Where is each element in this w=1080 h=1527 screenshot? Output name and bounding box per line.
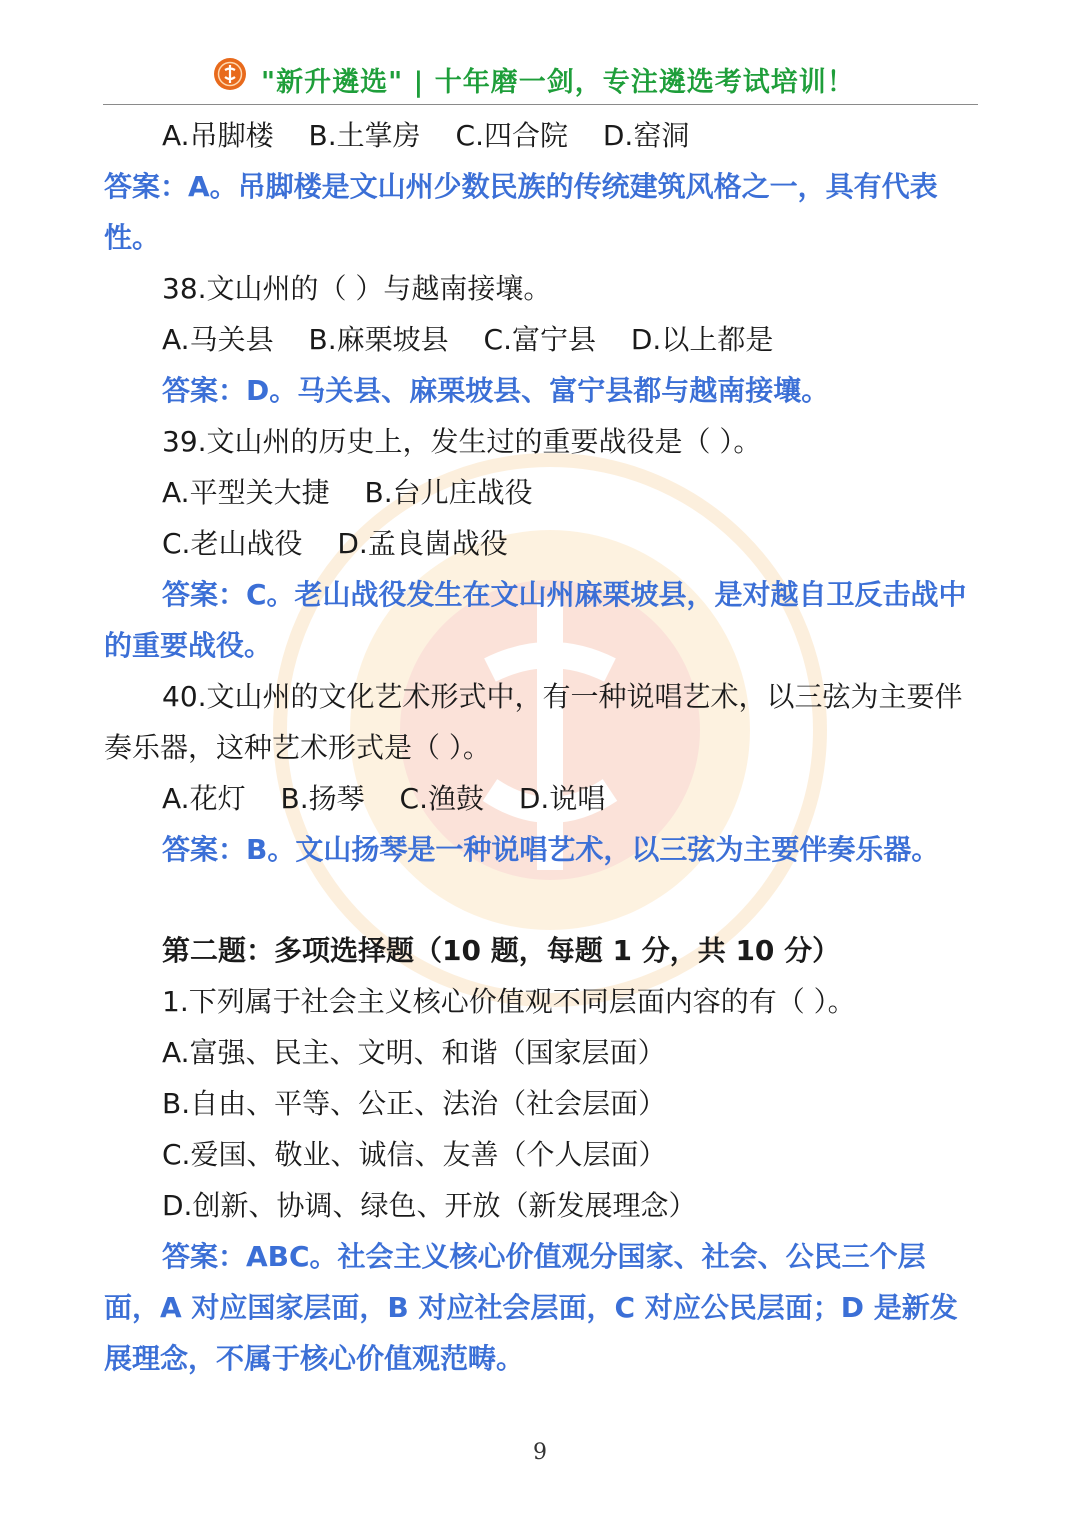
mq1-option-a: A.富强、民主、文明、和谐（国家层面） bbox=[162, 1036, 666, 1069]
q37-option-b: B.土掌房 bbox=[308, 119, 421, 152]
q37-option-a: A.吊脚楼 bbox=[162, 119, 274, 152]
page-number: 9 bbox=[533, 1440, 547, 1465]
q39-options-row2 bbox=[104, 518, 978, 569]
section2-title: 第二题：多项选择题（10 题，每题 1 分，共 10 分） bbox=[162, 934, 841, 967]
q38-options bbox=[104, 314, 978, 365]
q39-option-c: C.老山战役 bbox=[162, 527, 303, 560]
q39-option-b: B.台儿庄战役 bbox=[364, 476, 533, 509]
q38-option-c: C.富宁县 bbox=[483, 323, 596, 356]
q40-option-a: A.花灯 bbox=[162, 782, 246, 815]
q38-option-d: D.以上都是 bbox=[630, 323, 774, 356]
q37-answer: 答案：A。吊脚楼是文山州少数民族的传统建筑风格之一，具有代表性。 bbox=[104, 170, 938, 254]
q37-options bbox=[104, 110, 978, 161]
q38-option-b: B.麻栗坡县 bbox=[308, 323, 449, 356]
q40-option-c: C.渔鼓 bbox=[399, 782, 484, 815]
q40-option-d: D.说唱 bbox=[518, 782, 606, 815]
q37-option-c: C.四合院 bbox=[455, 119, 568, 152]
document-body bbox=[104, 110, 978, 1384]
q39-option-d: D.孟良崮战役 bbox=[337, 527, 508, 560]
q39-answer: 答案：C。老山战役发生在文山州麻栗坡县，是对越自卫反击战中的重要战役。 bbox=[104, 578, 967, 662]
q40-stem: 40.文山州的文化艺术形式中，有一种说唱艺术，以三弦为主要伴奏乐器，这种艺术形式是（ ）。 bbox=[104, 680, 963, 764]
q40-option-b: B.扬琴 bbox=[280, 782, 365, 815]
q38-option-a: A.马关县 bbox=[162, 323, 274, 356]
mq1-option-d: D.创新、协调、绿色、开放（新发展理念） bbox=[162, 1189, 697, 1222]
q39-options-row1 bbox=[104, 467, 978, 518]
mq1-option-b: B.自由、平等、公正、法治（社会层面） bbox=[162, 1087, 667, 1120]
q37-option-d: D.窑洞 bbox=[602, 119, 690, 152]
header-slogan: "新升遴选" | 十年磨一剑，专注遴选考试培训！ bbox=[261, 67, 855, 98]
q40-answer: 答案：B。文山扬琴是一种说唱艺术，以三弦为主要伴奏乐器。 bbox=[162, 833, 940, 866]
q39-option-a: A.平型关大捷 bbox=[162, 476, 330, 509]
mq1-stem: 1.下列属于社会主义核心价值观不同层面内容的有（ ）。 bbox=[162, 985, 856, 1018]
q38-answer: 答案：D。马关县、麻栗坡县、富宁县都与越南接壤。 bbox=[162, 374, 830, 407]
logo-icon bbox=[213, 57, 247, 91]
mq1-option-c: C.爱国、敬业、诚信、友善（个人层面） bbox=[162, 1138, 667, 1171]
page-header bbox=[103, 52, 978, 105]
q39-stem: 39.文山州的历史上，发生过的重要战役是（ ）。 bbox=[162, 425, 762, 458]
q38-stem: 38.文山州的（ ）与越南接壤。 bbox=[162, 272, 552, 305]
q40-options bbox=[104, 773, 978, 824]
mq1-answer: 答案：ABC。社会主义核心价值观分国家、社会、公民三个层面，A 对应国家层面，B 对应社会层面，C 对应公民层面；D 是新发展理念，不属于核心价值观范畴。 bbox=[104, 1240, 958, 1375]
